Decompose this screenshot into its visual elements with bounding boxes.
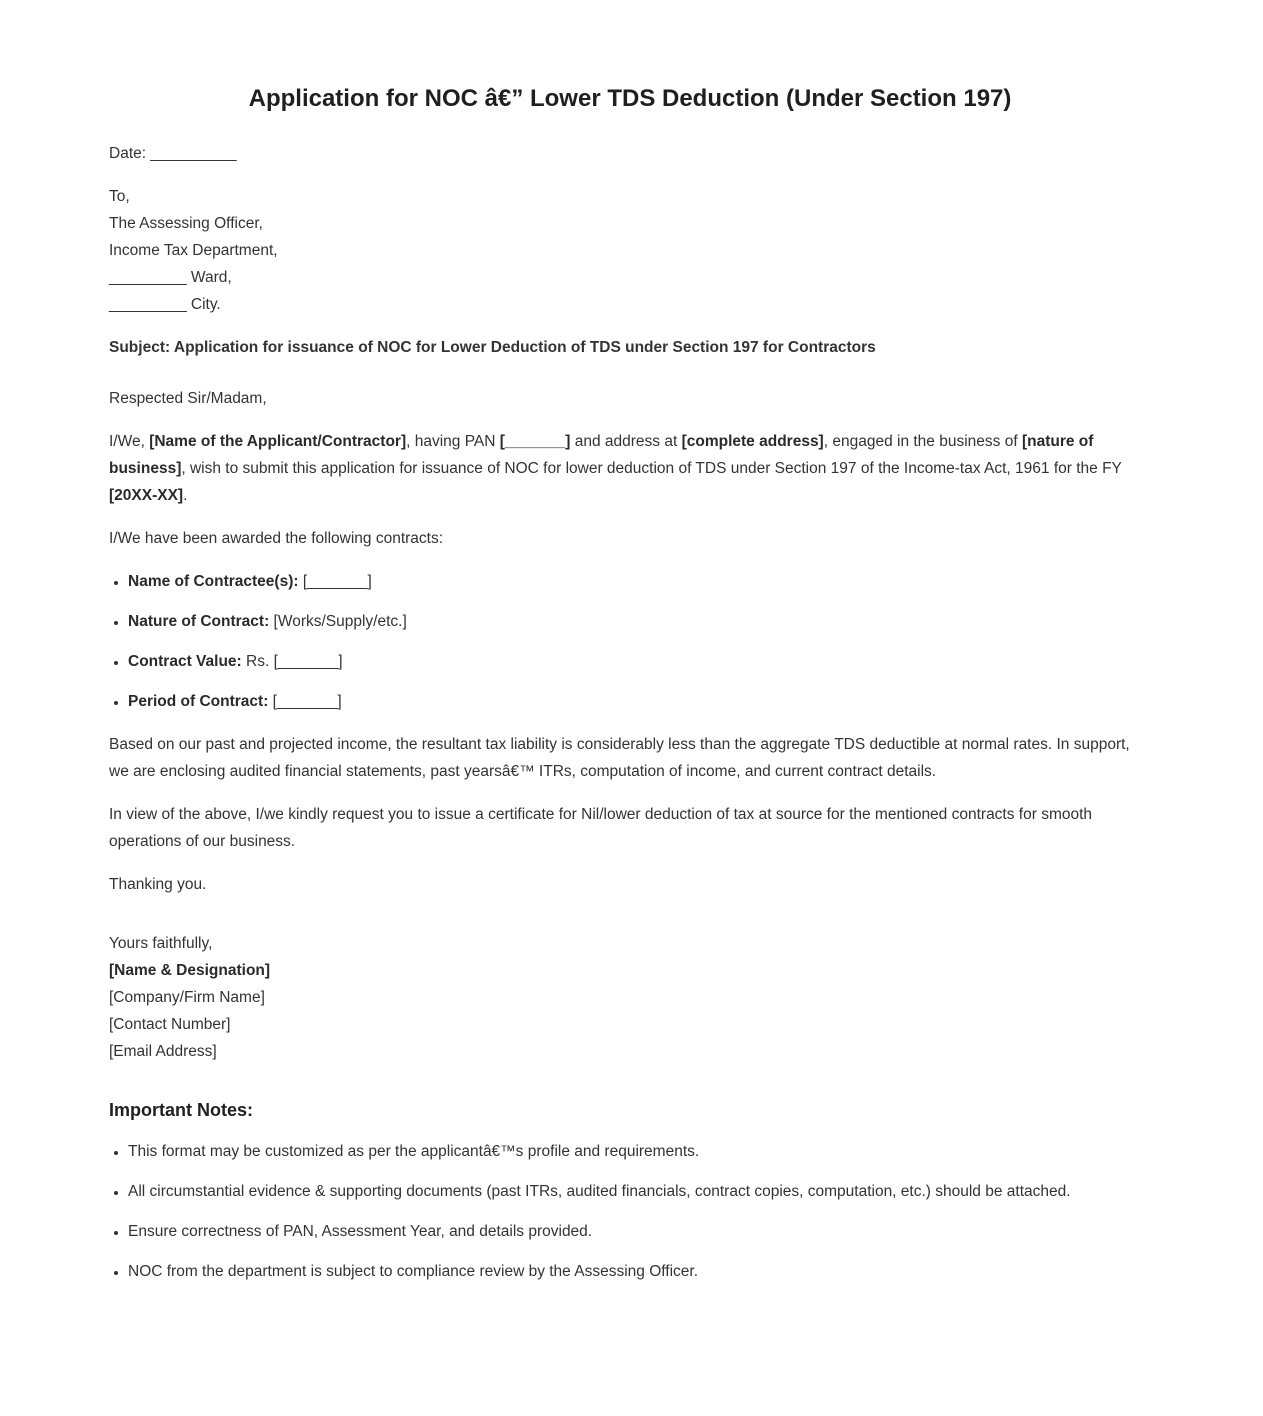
contract-item-value: [_______]	[268, 693, 342, 710]
address-placeholder: [complete address]	[681, 433, 824, 450]
intro-segment: , engaged in the business of	[823, 433, 1022, 450]
salutation: Respected Sir/Madam,	[109, 390, 267, 407]
page-title: Application for NOC â€” Lower TDS Deduction (Under Section 197)	[248, 85, 1012, 112]
recipient-line-to: To,	[109, 188, 130, 205]
basis-paragraph: Based on our past and projected income, the resultant tax liability is considerably less than the aggregate TDS deductible at normal rates. In support, we are enclosing audited financial statements, past yearsâ€™ ITRs, computation of income, and current contract details.	[109, 736, 1130, 780]
signoff-company: [Company/Firm Name]	[109, 989, 265, 1006]
fy-placeholder: [20XX-XX]	[109, 487, 184, 504]
recipient-line-department: Income Tax Department,	[109, 242, 278, 259]
intro-segment: , wish to submit this application for issuance of NOC for lower deduction of TDS under Section 197 of the Income-tax Act, 1961 for the FY	[181, 460, 1122, 477]
intro-segment: I/We,	[109, 433, 150, 450]
notes-list	[109, 1138, 1151, 1285]
name-designation-placeholder: [Name & Designation]	[109, 962, 271, 979]
applicant-name-placeholder: [Name of the Applicant/Contractor]	[149, 433, 407, 450]
note-item: • NOC from the department is subject to compliance review by the Assessing Officer.	[128, 1258, 1151, 1285]
contract-item-contractee	[128, 568, 1151, 595]
pan-placeholder: [_______]	[499, 433, 571, 450]
note-item: • Ensure correctness of PAN, Assessment Year, and details provided.	[128, 1218, 1151, 1245]
signoff-email: [Email Address]	[109, 1043, 217, 1060]
valediction: Yours faithfully,	[109, 935, 213, 952]
contracts-intro: I/We have been awarded the following contracts:	[109, 530, 444, 547]
contract-item-label: Nature of Contract:	[128, 613, 270, 630]
note-item: • This format may be customized as per the applicantâ€™s profile and requirements.	[128, 1138, 1151, 1165]
contract-item-value: [_______]	[298, 573, 372, 590]
recipient-line-city: _________ City.	[109, 296, 221, 313]
contract-item-value-amount	[128, 648, 1151, 675]
request-paragraph: In view of the above, I/we kindly request you to issue a certificate for Nil/lower deduction of tax at source for the mentioned contracts for smooth operations of our business.	[109, 806, 1093, 850]
contract-item-label: Period of Contract:	[128, 693, 269, 710]
notes-heading: Important Notes:	[109, 1100, 253, 1120]
intro-segment: .	[183, 487, 188, 504]
recipient-line-ward: _________ Ward,	[109, 269, 232, 286]
note-item: • All circumstantial evidence & supporting documents (past ITRs, audited financials, contract copies, computation, etc.) should be attached.	[128, 1178, 1151, 1205]
intro-paragraph	[109, 428, 1151, 509]
signoff-contact: [Contact Number]	[109, 1016, 231, 1033]
signoff-block	[109, 930, 1151, 1065]
contract-list	[109, 568, 1151, 715]
recipient-line-officer: The Assessing Officer,	[109, 215, 263, 232]
thanks-line: Thanking you.	[109, 876, 207, 893]
signoff-name	[109, 957, 1151, 984]
intro-segment: and address at	[570, 433, 682, 450]
contract-item-period	[128, 688, 1151, 715]
intro-segment: , having PAN	[406, 433, 500, 450]
date-line: Date: __________	[109, 145, 237, 162]
recipient-block	[109, 183, 1151, 318]
contract-item-value: [Works/Supply/etc.]	[269, 613, 407, 630]
contract-item-label: Contract Value:	[128, 653, 242, 670]
business-placeholder: [nature of business]	[109, 433, 1094, 477]
subject-line: Subject: Application for issuance of NOC for Lower Deduction of TDS under Section 197 for Contractors	[109, 339, 876, 356]
contract-item-label: Name of Contractee(s):	[128, 573, 299, 590]
contract-item-value: Rs. [_______]	[241, 653, 343, 670]
contract-item-nature	[128, 608, 1151, 635]
